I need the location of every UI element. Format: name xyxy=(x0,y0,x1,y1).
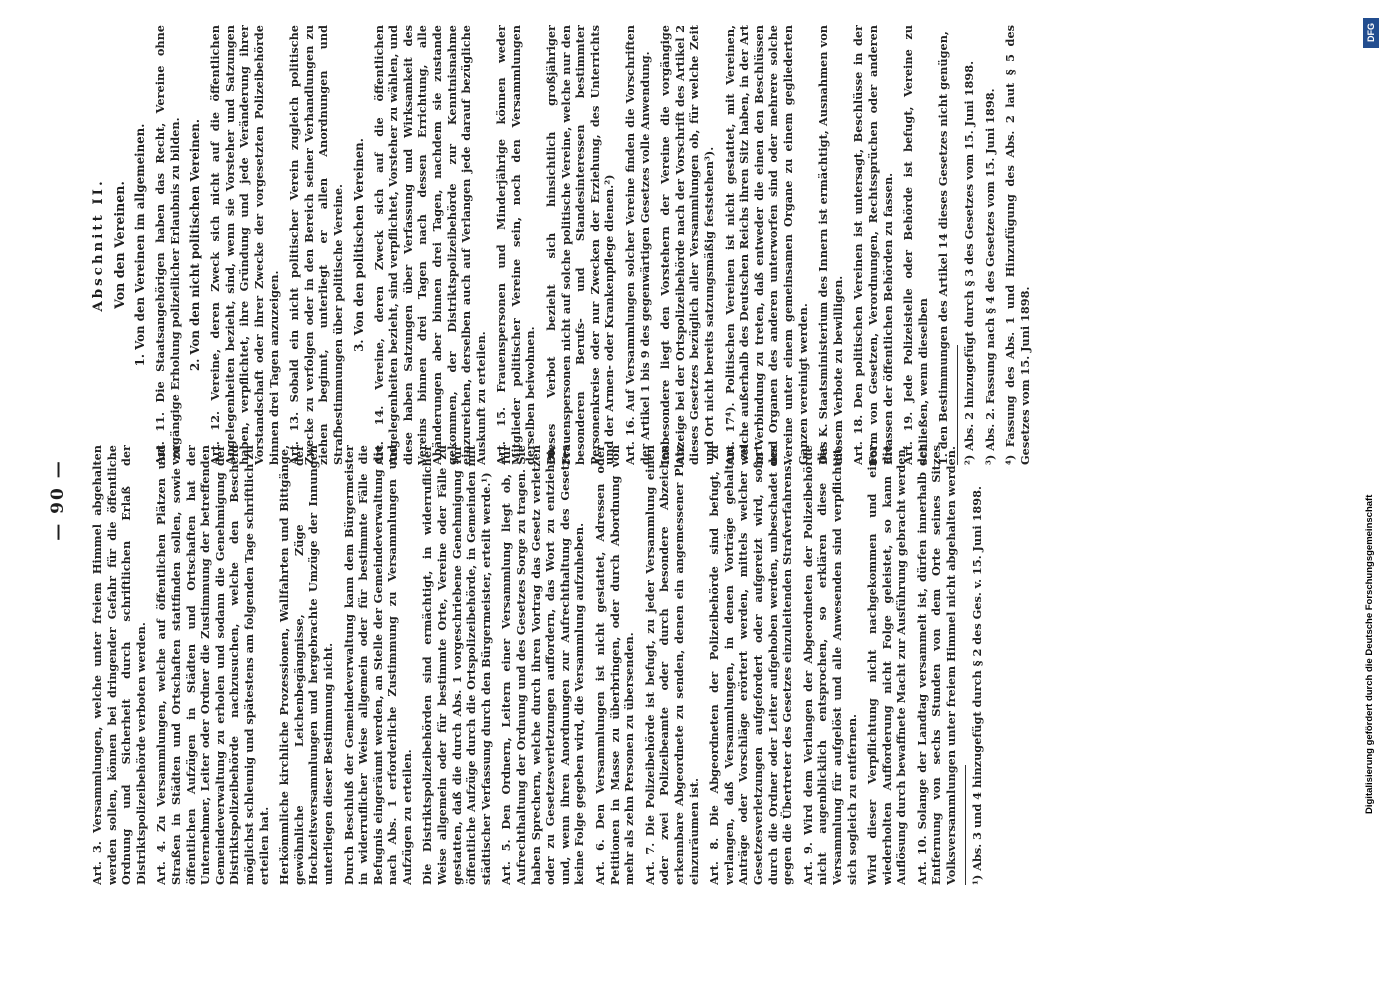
paragraph: Dieses Verbot bezieht sich hinsichtlich großjähriger Frauenspersonen nicht auf solche politische Vereine, welche nur den besonderen Berufs- und Standesinteressen bestimmter Personenkreise oder nur Zwecken der Erziehung, des Unterrichts und der Armen- oder Krankenpflege dienen.²) xyxy=(544,25,617,465)
paragraph: Insbesondere liegt den Vorstehern der Vereine die vorgängige Anzeige bei der Ortspolizeibehörde nach der Vorschrift des Artikel 2 dieses Gesetzes bezüglich aller Versammlungen ob, für welche Zeit und Ort nicht bereits satzungsmäßig feststehen³). xyxy=(658,25,716,465)
subsection-heading: 2. Von den nicht politischen Vereinen. xyxy=(188,119,203,372)
paragraph: Herkömmliche kirchliche Prozessionen, Wallfahrten und Bittgänge, gewöhnliche Leichenbegängnisse, Züge der Hochzeitsversammlungen und hergebrachte Umzüge der Innungen unterliegen dieser Bestimmung nicht. xyxy=(277,445,335,885)
footnote-rule xyxy=(957,345,958,465)
credit-bar xyxy=(1361,10,1381,990)
footnote: ²) Abs. 2 hinzugefügt durch § 3 des Gesetzes vom 15. Juni 1898. xyxy=(961,60,976,465)
paragraph: Art. 9. Wird dem Verlangen der Abgeordneten der Polizeibehörde nicht augenblicklich entsprochen, so erklären diese die Versammlung für aufgelöst und alle Anwesenden sind verpflichtet, sich sogleich zu entfernen. xyxy=(800,445,859,885)
paragraph: Art. 13. Sobald ein nicht politischer Verein zugleich politische Zwecke zu verfolgen oder in den Bereich seiner Verhandlungen zu ziehen beginnt, unterliegt er allen Anordnungen und Strafbestimmungen über politische Vereine. xyxy=(287,25,345,465)
footnote: ¹) Abs. 3 und 4 hinzugefügt durch § 2 des Ges. v. 15. Juni 1898. xyxy=(969,486,984,885)
paragraph: Art. 17⁴). Politischen Vereinen ist nicht gestattet, mit Vereinen, welche außerhalb des Deutschen Reichs ihren Sitz haben, in der Art in Verbindung zu treten, daß entweder die einen den Beschlüssen und Organen des anderen unterworfen sind oder mehrere solche Vereine unter einem gemeinsamen Organe zu einem gegliederten Ganzen vereinigt werden. xyxy=(722,25,810,465)
subsection-heading: 1. Von den Vereinen im allgemeinen. xyxy=(133,123,147,367)
footnote: ³) Abs. 2. Fassung nach § 4 des Gesetzes vom 15. Juni 1898. xyxy=(982,88,997,465)
paragraph: Art. 5. Den Ordnern, Leitern einer Versammlung liegt ob, für Aufrechthaltung der Ordnung und des Gesetzes Sorge zu tragen. Sie haben Sprechern, welche durch ihren Vortrag das Gesetz verletzen oder zu Gesetzesverletzungen auffordern, das Wort zu entziehen, und, wenn ihren Anordnungen zur Aufrechthaltung des Gesetzes keine Folge gegeben wird, die Versammlung aufzuheben. xyxy=(499,445,587,885)
paragraph: Art. 19. Jede Polizeistelle oder Behörde ist befugt, Vereine zu schließen, wenn dieselben xyxy=(901,25,930,465)
footnote: ⁴) Fassung des Abs. 1 und Hinzufügung des Abs. 2 laut § 5 des Gesetzes vom 15. Juni 1898. xyxy=(1003,25,1032,465)
paragraph: Art. 6. Den Versammlungen ist nicht gestattet, Adressen oder Petitionen in Masse zu überbringen, oder durch Abordnung von mehr als zehn Personen zu übersenden. xyxy=(593,445,637,885)
right-column xyxy=(90,25,1363,465)
section-subtitle: Von den Vereinen. xyxy=(112,181,127,309)
paragraph: Art. 11. Die Staatsangehörigen haben das Recht, Vereine ohne vorgängige Erholung polizeilicher Erlaubnis zu bilden. xyxy=(153,25,182,465)
footnote-rule xyxy=(965,765,966,885)
paragraph: Art. 15. Frauenspersonen und Minderjährige können weder Mitglieder politischer Vereine sein, noch den Versammlungen derselben beiwohnen. xyxy=(494,25,538,465)
paragraph: Art. 10. Solange der Landtag versammelt ist, dürfen innerhalb der Entfernung von sechs Stunden von dem Orte seines Sitzes Volksversammlungen unter freiem Himmel nicht abgehalten werden. xyxy=(914,445,959,885)
paragraph: Durch Beschluß der Gemeindeverwaltung kann dem Bürgermeister in widerruflicher Weise allgemein oder für bestimmte Fälle die Befugnis eingeräumt werden, an Stelle der Gemeindeverwaltung die nach Abs. 1 erforderliche Zustimmung zu Versammlungen und Aufzügen zu erteilen. xyxy=(341,445,414,885)
paragraph: Art. 14. Vereine, deren Zweck sich auf die öffentlichen Angelegenheiten bezieht, sind verpflichtet, Vorsteher zu wählen, und diese haben Satzungen über Verfassung und Wirksamkeit des Vereins binnen drei Tagen nach dessen Errichtung, alle Abänderungen aber binnen drei Tagen, nachdem sie zustande gekommen, der Distriktspolizeibehörde zur Kenntnisnahme einzureichen, derselben auch auf Verlangen jede darauf bezügliche Auskunft zu erteilen. xyxy=(371,25,488,465)
dfg-logo: DFG xyxy=(1363,18,1379,48)
paragraph: Art. 7. Die Polizeibehörde ist befugt, zu jeder Versammlung einen oder zwei Polizeibeamte oder durch besondere Abzeichen erkennbare Abgeordnete zu senden, denen ein angemessener Platz einzuräumen ist. xyxy=(642,445,701,885)
paragraph: 1. den Bestimmungen des Artikel 14 dieses Gesetzes nicht genügen, xyxy=(936,31,951,465)
paragraph: Art. 18. Den politischen Vereinen ist untersagt, Beschlüsse in der Form von Gesetzen, Verordnungen, Rechtssprüchen oder anderen Erlassen der öffentlichen Behörden zu fassen. xyxy=(851,25,895,465)
subsection-heading: 3. Von den politischen Vereinen. xyxy=(351,138,366,352)
paragraph: Art. 8. Die Abgeordneten der Polizeibehörde sind befugt, zu verlangen, daß Versammlungen, in denen Vorträge gehalten, Anträge oder Vorschläge erörtert werden, mittels welcher zu Gesetzesverletzungen aufgefordert oder aufgereizt wird, sofort durch die Ordner oder Leiter aufgehoben werden, unbeschadet des gegen die Übertreter des Gesetzes einzuleitenden Strafverfahrens. xyxy=(707,445,795,885)
credit-text: Digitalisierung gefördert durch die Deutsche Forschungsgemeinschaft xyxy=(1364,494,1375,814)
paragraph: Das K. Staatsministerium des Innern ist ermächtigt, Ausnahmen von diesem Verbote zu bewilligen. xyxy=(816,25,845,465)
paragraph: Art. 4. Zu Versammlungen, welche auf öffentlichen Plätzen und Straßen in Städten und Ortschaften stattfinden sollen, sowie zu öffentlichen Aufzügen in Städten und Ortschaften hat der Unternehmer, Leiter oder Ordner die Zustimmung der betreffenden Gemeindeverwaltung zu erholen und sodann die Genehmigung der Distriktspolizeibehörde nachzusuchen, welche den Bescheid möglichst schleunig und spätestens am folgenden Tage schriftlich zu erteilen hat. xyxy=(154,445,271,885)
section-title: Abschnitt II. xyxy=(90,178,106,312)
paragraph: Art. 3. Versammlungen, welche unter freiem Himmel abgehalten werden sollen, können bei dringender Gefahr für die öffentliche Ordnung und Sicherheit durch schriftlichen Erlaß der Distriktspolizeibehörde verboten werden. xyxy=(90,445,148,885)
paragraph: Die Distriktspolizeibehörden sind ermächtigt, in widerruflicher Weise allgemein oder für bestimmte Orte, Vereine oder Fälle zu gestatten, daß die durch Abs. 1 vorgeschriebene Genehmigung für öffentliche Aufzüge durch die Ortspolizeibehörde, in Gemeinden mit städtischer Verfassung durch den Bürgermeister, erteilt werde.¹) xyxy=(420,445,493,885)
paragraph: Wird dieser Verpflichtung nicht nachgekommen und einer wiederholten Aufforderung nicht Folge geleistet, so kann die Auflösung durch bewaffnete Macht zur Ausführung gebracht werden. xyxy=(865,445,909,885)
page-number: — 90 — xyxy=(48,459,68,541)
paragraph: Art. 16. Auf Versammlungen solcher Vereine finden die Vorschriften der Artikel 1 bis 9 des gegenwärtigen Gesetzes volle Anwendung. xyxy=(623,25,652,465)
paragraph: Art. 12. Vereine, deren Zweck sich nicht auf die öffentlichen Angelegenheiten bezieht, sind, wenn sie Vorsteher und Satzungen haben, verpflichtet, ihre Gründung und jede Veränderung ihrer Vorstandschaft oder ihrer Zwecke der vorgesetzten Polizeibehörde binnen drei Tagen anzuzeigen. xyxy=(208,25,281,465)
left-column xyxy=(90,445,1363,885)
